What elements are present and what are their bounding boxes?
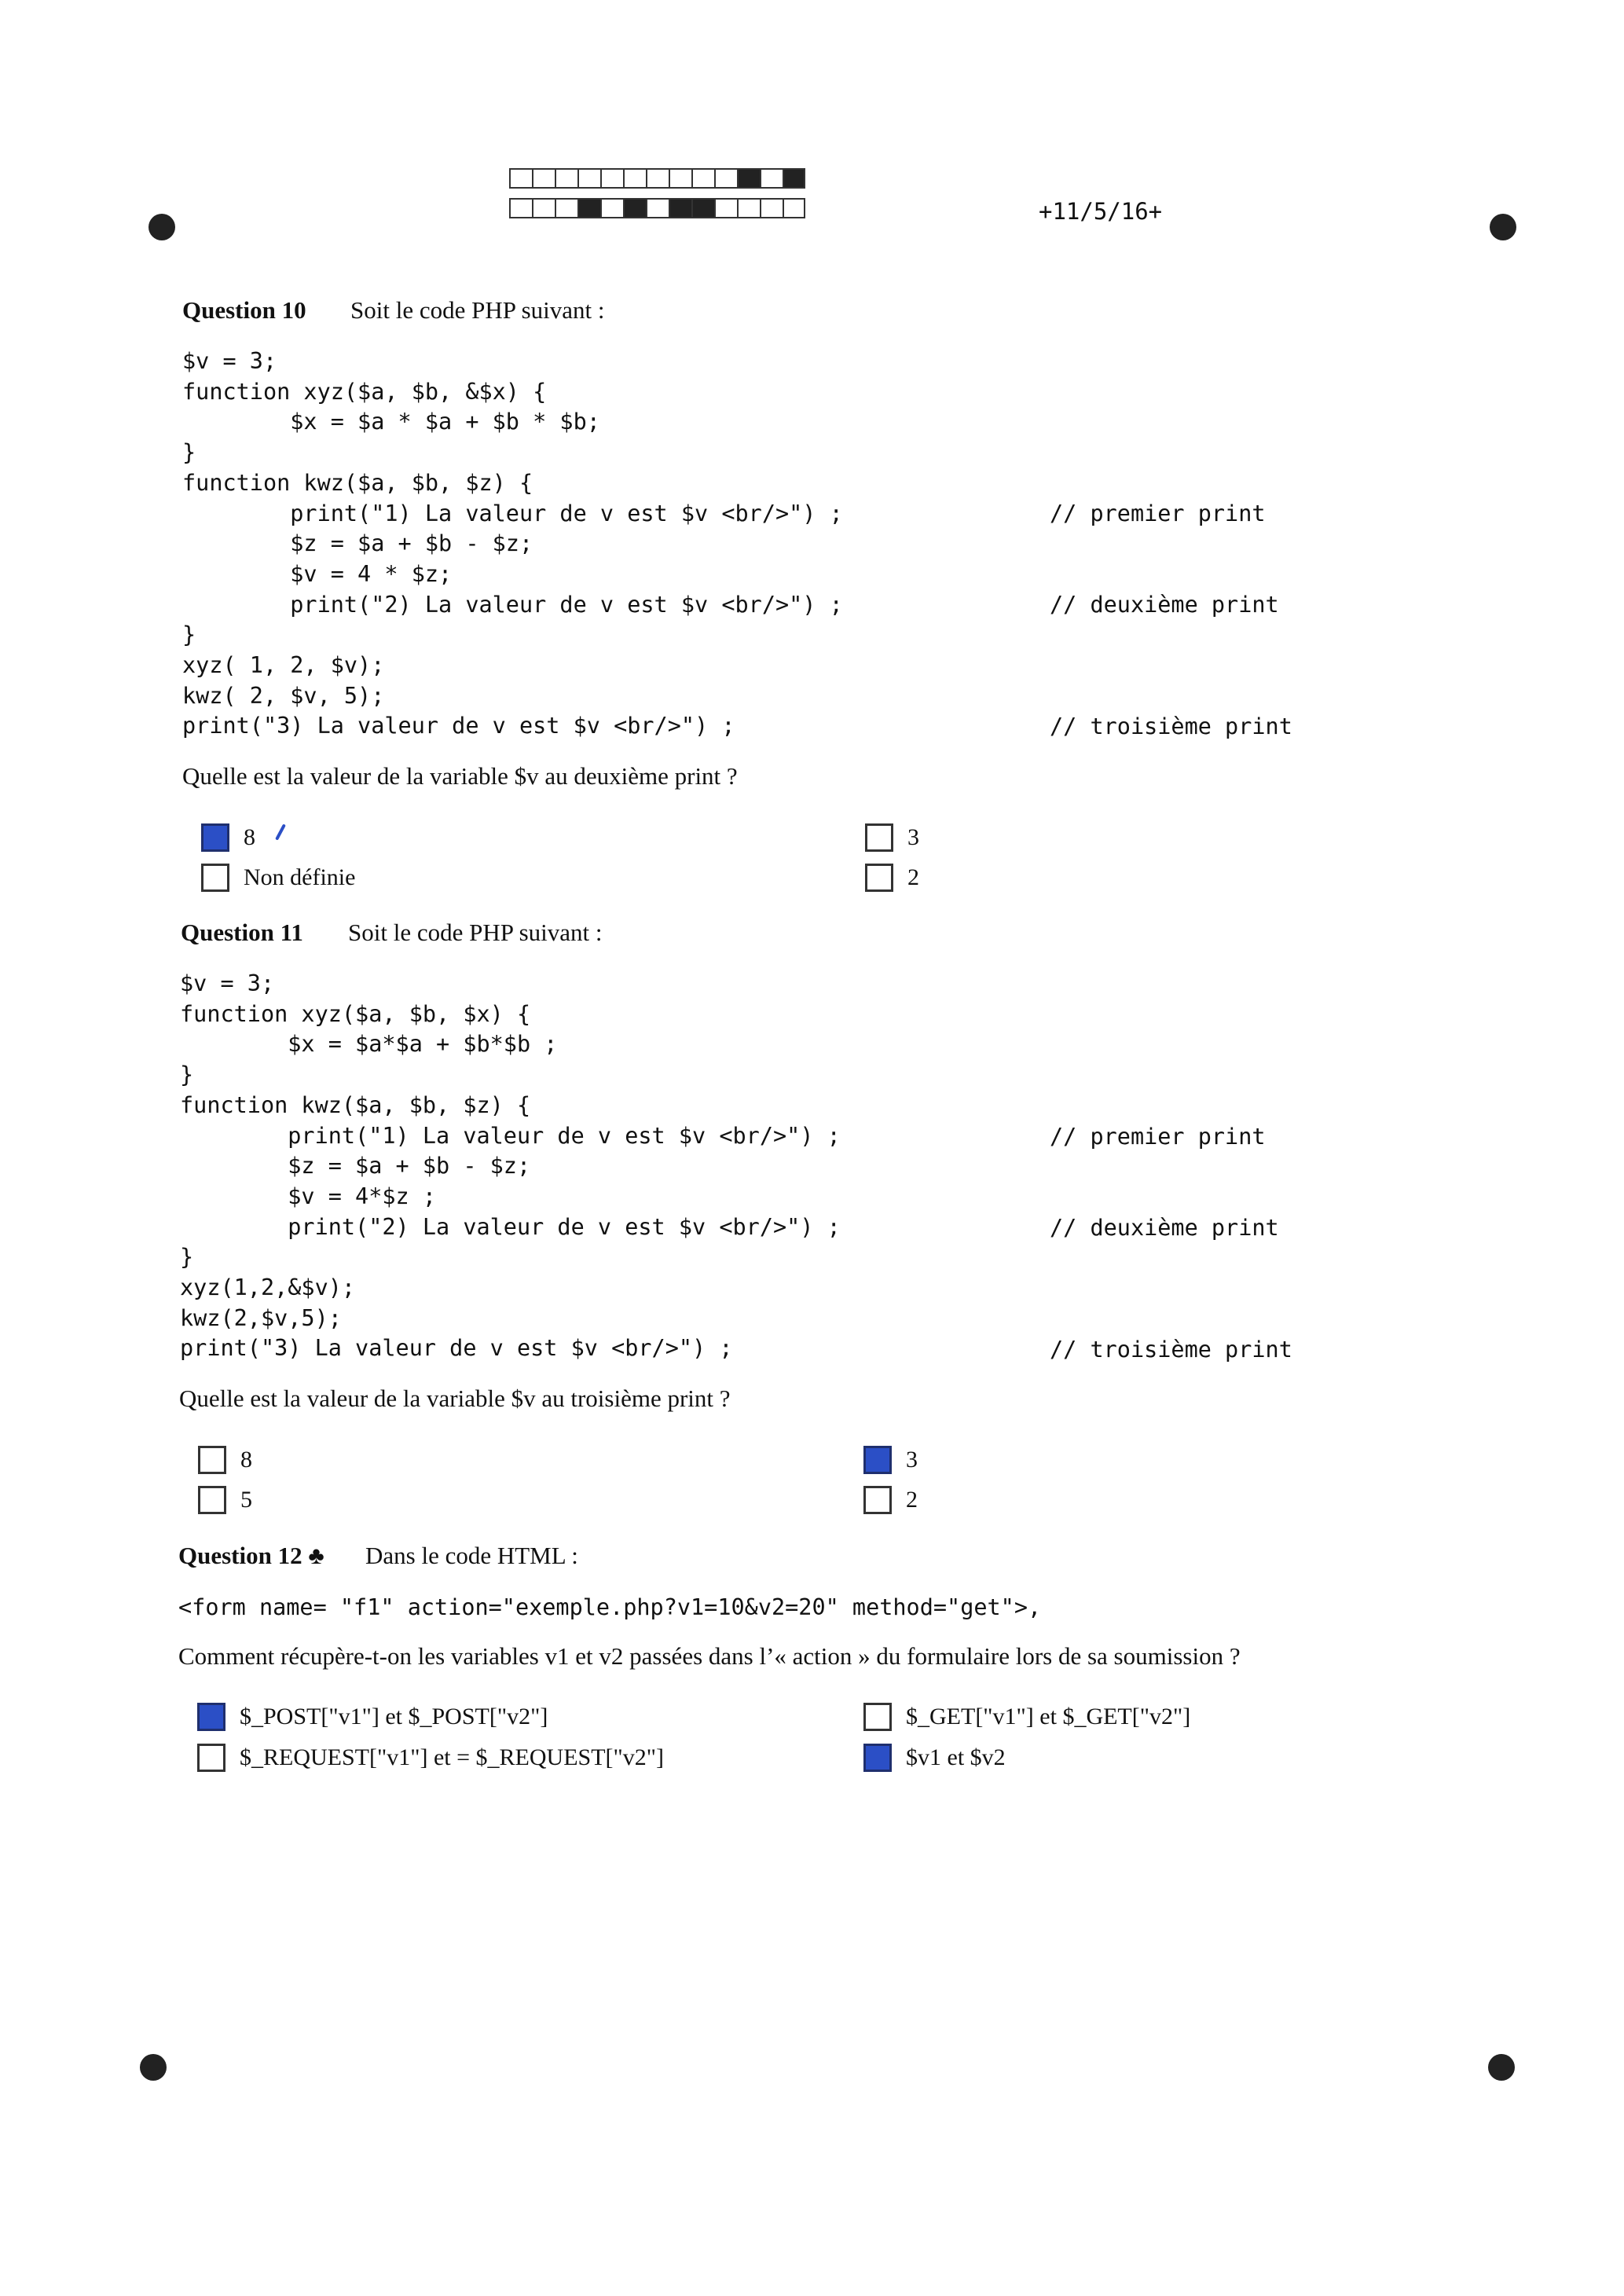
question-11-label: Question 11 [181,919,303,946]
q12-choice-request-label: $_REQUEST["v1"] et = $_REQUEST["v2"] [240,1744,665,1770]
q12-checkbox-get[interactable] [863,1703,892,1731]
q11-checkbox-8[interactable] [198,1446,226,1474]
question-10-comment-2: // deuxième print [1050,592,1279,618]
q12-checkbox-v1-v2[interactable] [863,1744,892,1772]
q10-checkbox-8[interactable] [201,823,229,852]
q11-choice-2-label: 2 [906,1487,918,1513]
question-11-code: $v = 3; function xyz($a, $b, $x) { $x = $a*$a + $b*$b ; } function kwz($a, $b, $z) { print("1) La valeur de v est $v <br/>") ; $z = $a + $b - $z; $v = 4*$z ; print("2) La valeur de v est $v <br/>") ; } xyz(1,2,&$v); kwz(2,$v,5); print("3) La valeur de v est $v <br/>") ; [180,970,841,1362]
question-12-prompt: Comment récupère-t-on les variables v1 et v2 passées dans l’« action » du formulaire lors de sa soumission ? [178,1642,1241,1670]
q11-choice-8-label: 8 [240,1447,252,1473]
question-11-prompt: Quelle est la valeur de la variable $v au troisième print ? [179,1385,731,1412]
question-12-label: Question 12 ♣ [178,1542,324,1569]
q10-choice-2[interactable] [865,864,919,892]
q11-choice-3-label: 3 [906,1447,918,1473]
question-10-label: Question 10 [182,296,306,324]
q10-choice-2-label: 2 [907,864,919,890]
registration-mark-top-left [148,214,175,240]
q10-choice-non-definie-label: Non définie [244,864,356,890]
q12-choice-get[interactable] [863,1703,1190,1731]
question-11-heading [181,919,603,947]
q11-choice-5-label: 5 [240,1487,252,1513]
question-11-intro: Soit le code PHP suivant : [348,919,603,946]
q11-checkbox-2[interactable] [863,1486,892,1514]
q11-choice-5[interactable] [198,1486,252,1514]
q10-checkbox-non-definie[interactable] [201,864,229,892]
q10-choice-8[interactable] [201,823,255,852]
barcode-row-1 [509,168,805,189]
question-12-heading [178,1542,578,1570]
q12-checkbox-post[interactable] [197,1703,225,1731]
question-11-comment-2: // deuxième print [1050,1215,1279,1241]
q11-checkbox-5[interactable] [198,1486,226,1514]
q10-checkbox-3[interactable] [865,823,893,852]
question-10-intro: Soit le code PHP suivant : [350,296,605,324]
question-12-code: <form name= "f1" action="exemple.php?v1=10&v2=20" method="get">, [178,1594,1042,1620]
q11-checkbox-3[interactable] [863,1446,892,1474]
q12-checkbox-request[interactable] [197,1744,225,1772]
q11-choice-3[interactable] [863,1446,918,1474]
question-10-heading [182,296,605,325]
q10-choice-3-label: 3 [907,824,919,850]
question-11-comment-3: // troisième print [1050,1337,1292,1363]
question-10-prompt: Quelle est la valeur de la variable $v au deuxième print ? [182,762,738,790]
q10-checkbox-2[interactable] [865,864,893,892]
handwritten-tick-mark [275,823,286,840]
question-11-comment-1: // premier print [1050,1124,1266,1150]
q12-choice-request[interactable] [197,1744,664,1772]
q10-choice-8-label: 8 [244,824,255,850]
q12-choice-post-label: $_POST["v1"] et $_POST["v2"] [240,1704,548,1729]
q12-choice-v1-v2[interactable] [863,1744,1006,1772]
registration-mark-bottom-left [140,2054,167,2081]
q12-choice-post[interactable] [197,1703,548,1731]
page-id: +11/5/16+ [1039,198,1163,225]
question-10-comment-3: // troisième print [1050,713,1292,739]
q12-choice-v1-v2-label: $v1 et $v2 [906,1744,1006,1770]
barcode-row-2 [509,198,805,218]
q10-choice-3[interactable] [865,823,919,852]
question-10-comment-1: // premier print [1050,501,1266,526]
registration-mark-top-right [1490,214,1516,240]
q11-choice-2[interactable] [863,1486,918,1514]
question-10-code: $v = 3; function xyz($a, $b, &$x) { $x = $a * $a + $b * $b; } function kwz($a, $b, $z) { print("1) La valeur de v est $v <br/>") ; $z = $a + $b - $z; $v = 4 * $z; print("2) La valeur de v est $v <br/>") ; } xyz( 1, 2, $v); kwz( 2, $v, 5); print("3) La valeur de v est $v <br/>") ; [182,348,843,739]
question-12-intro: Dans le code HTML : [365,1542,578,1569]
q10-choice-non-definie[interactable] [201,864,355,892]
q12-choice-get-label: $_GET["v1"] et $_GET["v2"] [906,1704,1191,1729]
registration-mark-bottom-right [1488,2054,1515,2081]
q11-choice-8[interactable] [198,1446,252,1474]
